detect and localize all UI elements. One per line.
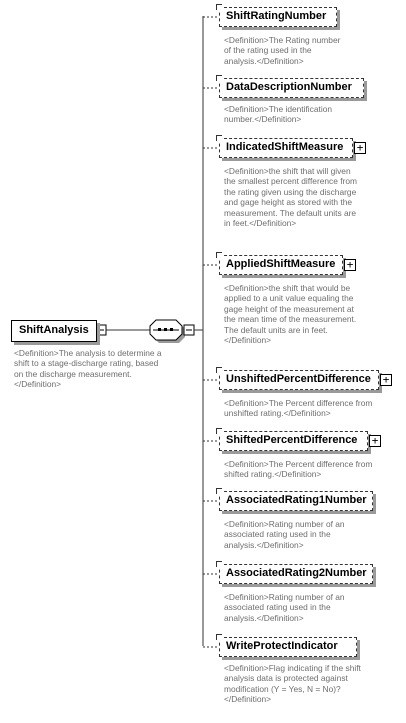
element-doc-icon xyxy=(216,252,222,258)
element-definition: <Definition>Rating number of an associated rating used in the analysis.</Definition> xyxy=(224,592,345,623)
element-doc-icon xyxy=(216,4,222,10)
element-definition: <Definition>The Percent difference from shifted rating.</Definition> xyxy=(224,459,373,480)
element-name: WriteProtectIndicator xyxy=(226,640,338,652)
root-collapse-icon[interactable] xyxy=(96,325,106,335)
element-definition: <Definition>The Percent difference from unshifted rating.</Definition> xyxy=(224,398,373,419)
element-definition: <Definition>The identification number.</Definition> xyxy=(224,104,333,125)
plus-box-icon[interactable]: + xyxy=(380,374,392,386)
plus-box-icon[interactable]: + xyxy=(354,142,366,154)
root-definition: <Definition>The analysis to determine a shift to a stage-discharge rating, based on the discharge measurement.</Definition> xyxy=(14,348,162,390)
sequence-compositor-icon xyxy=(150,320,185,343)
element-box[interactable] xyxy=(219,431,368,451)
root-element-box[interactable] xyxy=(11,320,97,342)
element-name: ShiftRatingNumber xyxy=(226,10,327,22)
element-doc-icon xyxy=(216,367,222,373)
root-element-name: ShiftAnalysis xyxy=(19,324,89,336)
plus-box-icon[interactable]: + xyxy=(344,259,356,271)
sequence-collapse-icon[interactable] xyxy=(184,325,194,335)
element-box[interactable] xyxy=(219,78,364,98)
element-definition: <Definition>the shift that will given the smallest percent difference from the rating given using the discharge and gage height as stored with the measurement. The default units are in feet.</Definition> xyxy=(224,166,357,229)
element-box[interactable] xyxy=(219,491,373,511)
element-box[interactable] xyxy=(219,138,353,158)
element-doc-icon xyxy=(216,488,222,494)
element-name: DataDescriptionNumber xyxy=(226,81,352,93)
element-definition: <Definition>Rating number of an associated rating used in the analysis.</Definition> xyxy=(224,519,345,550)
element-doc-icon xyxy=(216,634,222,640)
element-doc-icon xyxy=(216,561,222,567)
element-doc-icon xyxy=(216,135,222,141)
plus-box-icon[interactable]: + xyxy=(369,435,381,447)
element-name: IndicatedShiftMeasure xyxy=(226,141,344,153)
element-doc-icon xyxy=(216,428,222,434)
element-doc-icon xyxy=(216,75,222,81)
element-box[interactable] xyxy=(219,370,379,390)
element-box[interactable] xyxy=(219,255,343,275)
element-definition: <Definition>the shift that would be applied to a unit value equaling the gage height of the measurement at the mean time of the measurement. The default units are in feet.</Definition> xyxy=(224,283,357,346)
element-definition: <Definition>The Rating number of the rating used in the analysis.</Definition> xyxy=(224,35,341,66)
element-name: UnshiftedPercentDifference xyxy=(226,373,371,385)
element-box[interactable] xyxy=(219,637,357,657)
element-name: AssociatedRating1Number xyxy=(226,494,367,506)
element-name: AppliedShiftMeasure xyxy=(226,258,336,270)
element-box[interactable] xyxy=(219,7,337,27)
element-box[interactable] xyxy=(219,564,373,584)
element-definition: <Definition>Flag indicating if the shift analysis data is protected against modification (Y = Yes, N = No)?</Definition> xyxy=(224,663,361,705)
element-name: AssociatedRating2Number xyxy=(226,567,367,579)
element-name: ShiftedPercentDifference xyxy=(226,434,358,446)
